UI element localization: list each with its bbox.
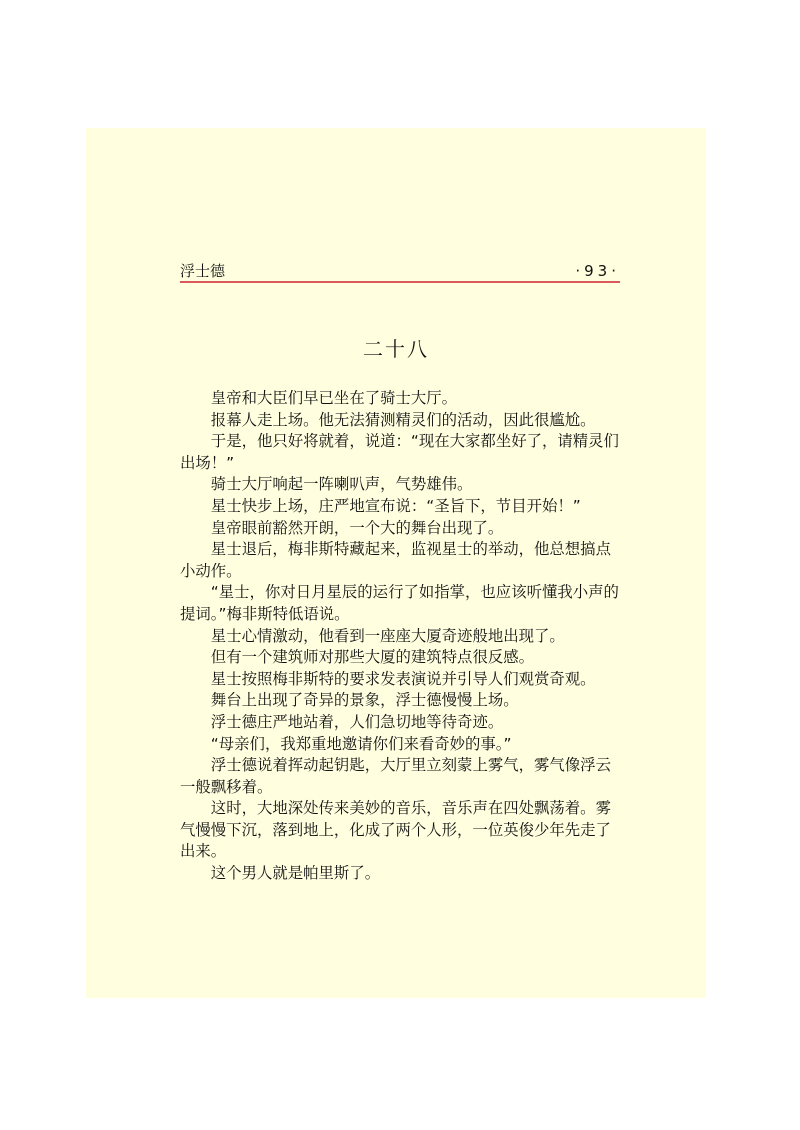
paragraph: 浮士德庄严地站着，人们急切地等待奇迹。 [210, 712, 504, 731]
header-rule [180, 281, 620, 283]
paragraph: 星士快步上场，庄严地宣布说：“圣旨下，节目开始！” [210, 496, 581, 515]
paragraph: “星士，你对日月星辰的运行了如指掌，也应该听懂我小声的提词。”梅非斯特低语说。 [180, 583, 619, 623]
body-text [180, 388, 626, 885]
book-page [86, 128, 706, 998]
paragraph: 报幕人走上场。他无法猜测精灵们的活动，因此很尴尬。 [210, 410, 596, 429]
paragraph: 骑士大厅响起一阵喇叭声，气势雄伟。 [210, 475, 473, 494]
paragraph: 星士按照梅非斯特的要求发表演说并引导人们观赏奇观。 [210, 669, 596, 688]
paragraph: 星士心情激动，他看到一座座大厦奇迹般地出现了。 [210, 626, 565, 645]
paragraph: 舞台上出现了奇异的景象，浮士德慢慢上场。 [210, 691, 519, 710]
paragraph: 这个男人就是帕里斯了。 [210, 864, 381, 883]
paragraph: 于是，他只好将就着，说道：“现在大家都坐好了，请精灵们出场！” [180, 432, 619, 472]
chapter-title: 二十八 [363, 337, 429, 361]
running-header [180, 261, 620, 287]
paragraph: 皇帝眼前豁然开朗，一个大的舞台出现了。 [210, 518, 504, 537]
paragraph: 这时，大地深处传来美妙的音乐，音乐声在四处飘荡着。雾气慢慢下沉，落到地上，化成了两个人形，一位英俊少年先走了出来。 [180, 799, 611, 861]
paragraph: 星士退后，梅非斯特藏起来，监视星士的举动，他总想搞点小动作。 [180, 540, 611, 580]
paragraph: 皇帝和大臣们早已坐在了骑士大厅。 [210, 389, 458, 407]
page-number: ·93· [575, 262, 620, 280]
header-title: 浮士德 [180, 262, 226, 280]
paragraph: “母亲们，我郑重地邀请你们来看奇妙的事。” [210, 734, 512, 753]
paragraph: 浮士德说着挥动起钥匙，大厅里立刻蒙上雾气，雾气像浮云一般飘移着。 [180, 756, 611, 796]
paragraph: 但有一个建筑师对那些大厦的建筑特点很反感。 [210, 648, 535, 667]
